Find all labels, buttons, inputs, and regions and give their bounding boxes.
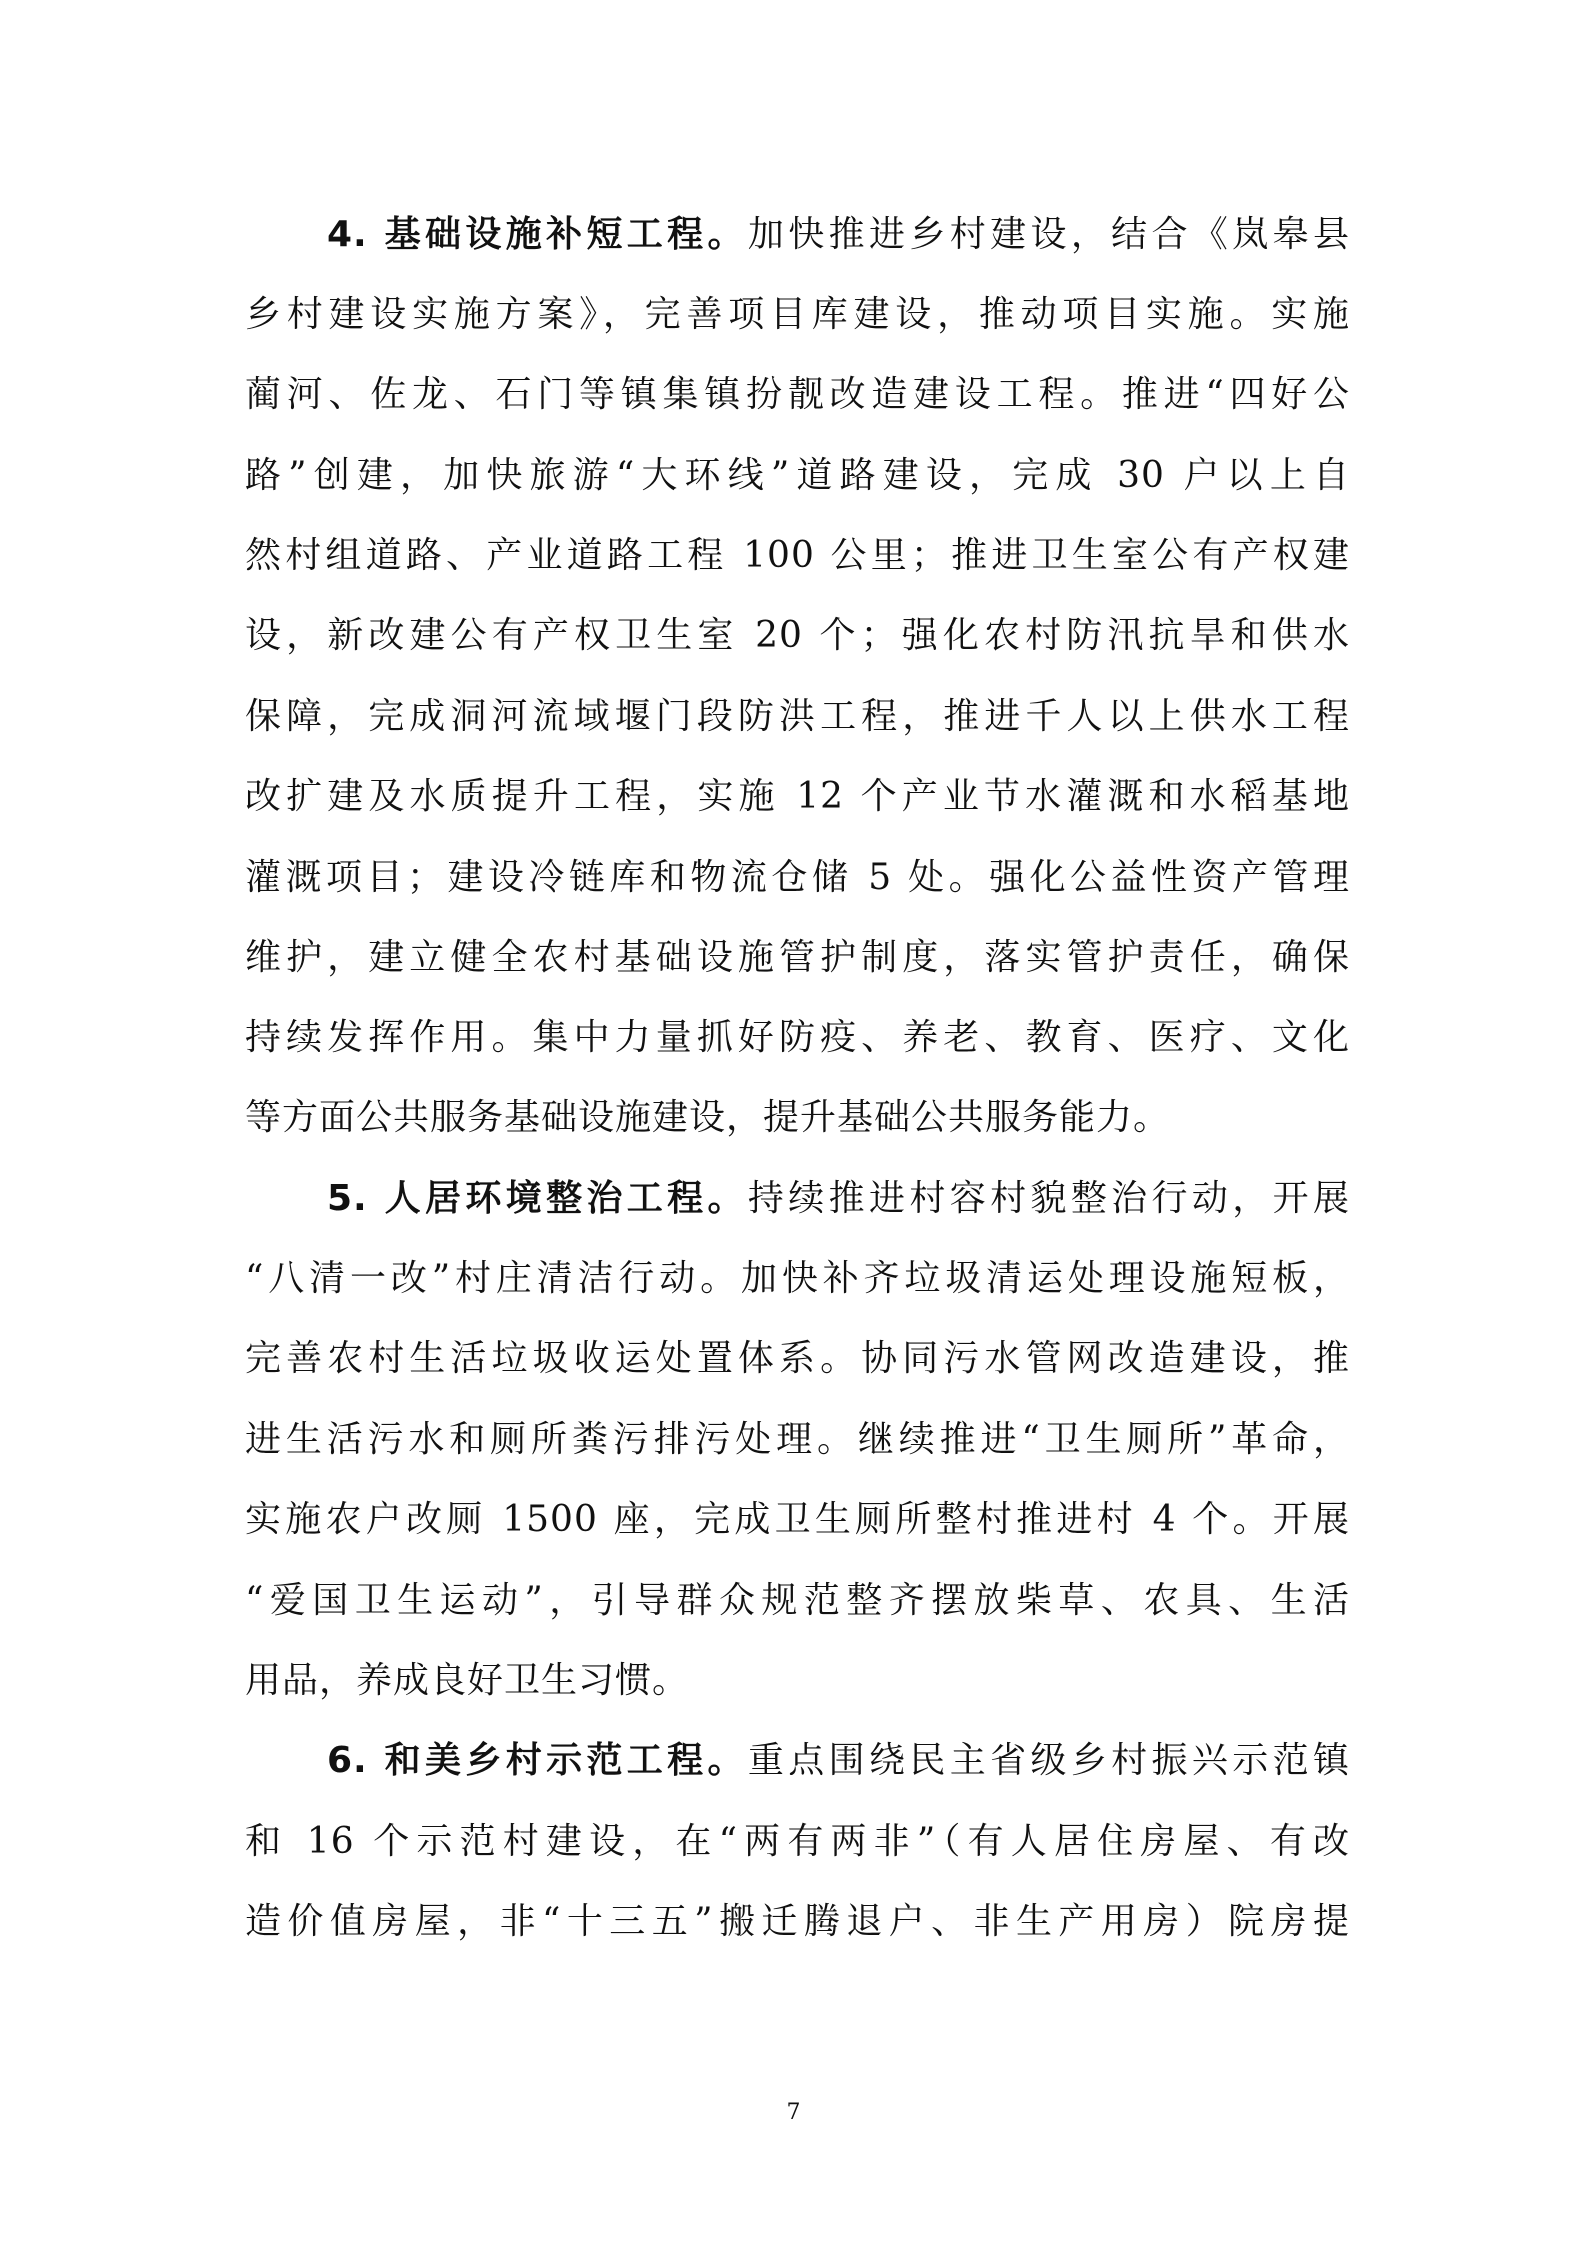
paragraph-line: 造价值房屋，非“十三五”搬迁腾退户、非生产用房）院房提 <box>245 1901 1350 1942</box>
paragraph-line: 设，新改建公有产权卫生室 20 个；强化农村防汛抗旱和供水 <box>245 615 1350 656</box>
paragraph-line: 保障，完成洞河流域堰门段防洪工程，推进千人以上供水工程 <box>245 696 1350 737</box>
paragraph-line: 路”创建，加快旅游“大环线”道路建设，完成 30 户以上自 <box>245 455 1350 496</box>
paragraph-line: 用品，养成良好卫生习惯。 <box>245 1660 690 1701</box>
page-number: 7 <box>786 2100 801 2125</box>
paragraph-line: 完善农村生活垃圾收运处置体系。协同污水管网改造建设，推 <box>245 1338 1350 1379</box>
paragraph-line: 实施农户改厕 1500 座，完成卫生厕所整村推进村 4 个。开展 <box>245 1499 1350 1540</box>
paragraph-line: 乡村建设实施方案》，完善项目库建设，推动项目实施。实施 <box>245 294 1350 335</box>
section-heading: 5. 人居环境整治工程。 <box>327 1178 748 1219</box>
section-heading: 6. 和美乡村示范工程。 <box>327 1740 748 1781</box>
paragraph-line: 蔺河、佐龙、石门等镇集镇扮靓改造建设工程。推进“四好公 <box>245 374 1350 415</box>
paragraph-line: 改扩建及水质提升工程，实施 12 个产业节水灌溉和水稻基地 <box>245 776 1350 817</box>
paragraph-text: 重点围绕民主省级乡村振兴示范镇 <box>747 1740 1350 1781</box>
paragraph-line: 和 16 个示范村建设，在“两有两非”（有人居住房屋、有改 <box>245 1821 1350 1862</box>
paragraph-line: 维护，建立健全农村基础设施管护制度，落实管护责任，确保 <box>245 937 1350 978</box>
paragraph-line: “八清一改”村庄清洁行动。加快补齐垃圾清运处理设施短板， <box>245 1258 1350 1299</box>
paragraph-line <box>327 1739 1350 1783</box>
paragraph-text: 加快推进乡村建设，结合《岚皋县 <box>747 214 1350 255</box>
paragraph-text: 持续推进村容村貌整治行动，开展 <box>747 1178 1350 1219</box>
paragraph-line: 等方面公共服务基础设施建设，提升基础公共服务能力。 <box>245 1097 1171 1138</box>
paragraph-line: 灌溉项目；建设冷链库和物流仓储 5 处。强化公益性资产管理 <box>245 857 1350 898</box>
section-heading: 4. 基础设施补短工程。 <box>327 214 748 255</box>
paragraph-line: “爱国卫生运动”，引导群众规范整齐摆放柴草、农具、生活 <box>245 1580 1350 1621</box>
paragraph-line: 持续发挥作用。集中力量抓好防疫、养老、教育、医疗、文化 <box>245 1017 1350 1058</box>
paragraph-line: 然村组道路、产业道路工程 100 公里；推进卫生室公有产权建 <box>245 535 1350 576</box>
paragraph-line: 进生活污水和厕所粪污排污处理。继续推进“卫生厕所”革命， <box>245 1419 1350 1460</box>
paragraph-line <box>327 213 1350 257</box>
paragraph-line <box>327 1177 1350 1221</box>
